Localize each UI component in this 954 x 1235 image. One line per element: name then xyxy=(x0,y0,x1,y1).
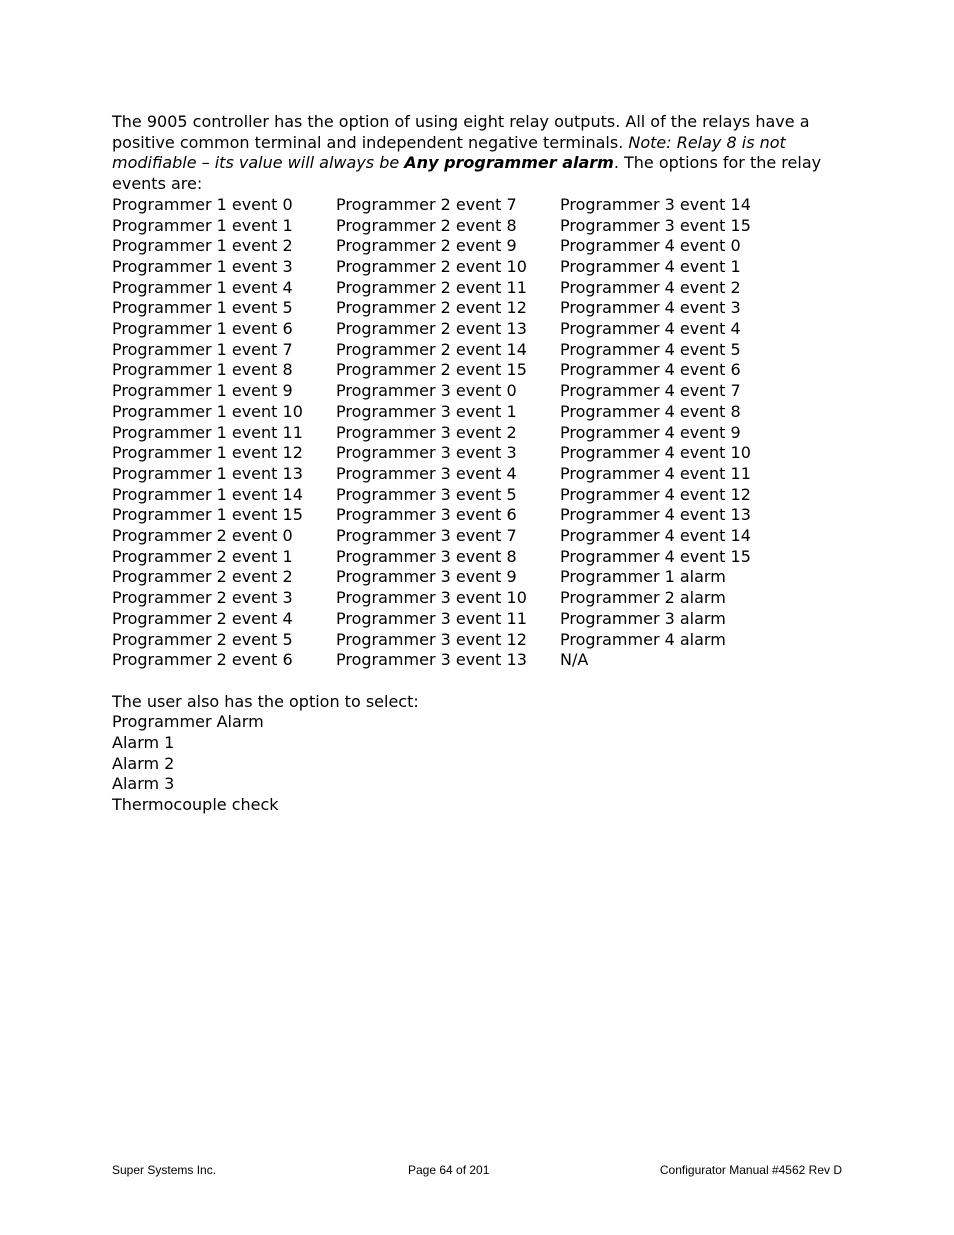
option-item: Programmer 1 event 15 xyxy=(112,505,303,525)
note-italic: Note: Relay 8 is not modifiable – its value will always be xyxy=(112,132,786,173)
option-item: Programmer 4 event 1 xyxy=(560,256,741,276)
option-item: Programmer 3 event 15 xyxy=(560,215,751,235)
option-item: Programmer 1 event 2 xyxy=(112,236,293,256)
options-column-2 xyxy=(336,195,560,671)
option-item: Programmer 2 event 6 xyxy=(112,650,293,670)
option-item: Programmer 4 event 14 xyxy=(560,526,751,546)
option-item: Programmer 4 event 12 xyxy=(560,484,751,504)
option-item: Programmer 1 event 10 xyxy=(112,401,303,421)
option-item: Programmer 2 event 5 xyxy=(112,629,293,649)
options-column-1 xyxy=(112,195,336,671)
option-item: Programmer 2 event 4 xyxy=(112,608,293,628)
option-item: Programmer 2 event 10 xyxy=(336,256,527,276)
option-item: Programmer 3 event 3 xyxy=(336,443,517,463)
option-item: Programmer 4 alarm xyxy=(560,629,726,649)
extra-intro: The user also has the option to select: xyxy=(112,691,419,711)
option-item: Programmer 2 event 13 xyxy=(336,319,527,339)
option-item: Programmer 3 event 1 xyxy=(336,401,517,421)
option-item: Programmer 3 event 2 xyxy=(336,422,517,442)
option-item: Programmer 3 event 13 xyxy=(336,650,527,670)
option-item: Programmer 1 event 13 xyxy=(112,463,303,483)
option-item: Programmer 3 event 7 xyxy=(336,526,517,546)
option-item: Programmer 2 event 9 xyxy=(336,236,517,256)
option-item: Programmer 1 event 12 xyxy=(112,443,303,463)
option-item: Programmer 1 event 9 xyxy=(112,381,293,401)
footer-company: Super Systems Inc. xyxy=(112,1163,217,1177)
option-item: Programmer 2 event 12 xyxy=(336,298,527,318)
option-item: Programmer 4 event 3 xyxy=(560,298,741,318)
option-item: Programmer 4 event 9 xyxy=(560,422,741,442)
option-item: Programmer 3 event 12 xyxy=(336,629,527,649)
extra-option-item: Alarm 3 xyxy=(112,774,175,794)
option-item: Programmer 4 event 10 xyxy=(560,443,751,463)
option-item: Programmer 2 event 14 xyxy=(336,339,527,359)
option-item: Programmer 3 event 11 xyxy=(336,608,527,628)
option-item: Programmer 2 event 3 xyxy=(112,588,293,608)
intro-text-1: The 9005 controller has the option of using eight relay outputs. All of the relays have a positive common terminal and independent negative terminals. xyxy=(112,112,810,152)
extra-option-item: Alarm 2 xyxy=(112,753,175,773)
option-item: Programmer 3 alarm xyxy=(560,608,726,628)
option-item: Programmer 2 alarm xyxy=(560,588,726,608)
option-item: N/A xyxy=(560,650,589,670)
option-item: Programmer 3 event 14 xyxy=(560,194,751,214)
footer-page-number: Page 64 of 201 xyxy=(408,1163,490,1177)
option-item: Programmer 3 event 8 xyxy=(336,546,517,566)
option-item: Programmer 1 alarm xyxy=(560,567,726,587)
option-item: Programmer 1 event 6 xyxy=(112,319,293,339)
option-item: Programmer 4 event 13 xyxy=(560,505,751,525)
option-item: Programmer 1 event 4 xyxy=(112,277,293,297)
extra-list xyxy=(112,712,852,816)
option-item: Programmer 1 event 1 xyxy=(112,215,293,235)
option-item: Programmer 3 event 10 xyxy=(336,588,527,608)
footer-manual-id: Configurator Manual #4562 Rev D xyxy=(659,1163,842,1177)
option-item: Programmer 3 event 0 xyxy=(336,381,517,401)
option-item: Programmer 2 event 7 xyxy=(336,194,517,214)
option-item: Programmer 2 event 2 xyxy=(112,567,293,587)
option-item: Programmer 2 event 8 xyxy=(336,215,517,235)
option-item: Programmer 2 event 0 xyxy=(112,526,293,546)
option-item: Programmer 2 event 1 xyxy=(112,546,293,566)
option-item: Programmer 4 event 15 xyxy=(560,546,751,566)
option-item: Programmer 1 event 0 xyxy=(112,194,293,214)
extra-options xyxy=(112,692,852,816)
option-item: Programmer 3 event 4 xyxy=(336,463,517,483)
option-item: Programmer 4 event 8 xyxy=(560,401,741,421)
note-bold: Any programmer alarm xyxy=(404,153,614,173)
option-item: Programmer 1 event 8 xyxy=(112,360,293,380)
option-item: Programmer 1 event 5 xyxy=(112,298,293,318)
extra-option-item: Thermocouple check xyxy=(112,795,279,815)
relay-options-table xyxy=(112,195,852,671)
option-item: Programmer 3 event 6 xyxy=(336,505,517,525)
option-item: Programmer 4 event 11 xyxy=(560,463,751,483)
option-item: Programmer 1 event 11 xyxy=(112,422,303,442)
option-item: Programmer 4 event 7 xyxy=(560,381,741,401)
option-item: Programmer 1 event 7 xyxy=(112,339,293,359)
option-item: Programmer 4 event 5 xyxy=(560,339,741,359)
option-item: Programmer 4 event 4 xyxy=(560,319,741,339)
extra-option-item: Alarm 1 xyxy=(112,733,175,753)
intro-text-2: . The options for the relay events are: xyxy=(112,153,822,194)
intro-paragraph xyxy=(112,112,852,195)
option-item: Programmer 3 event 9 xyxy=(336,567,517,587)
intro-text xyxy=(112,112,852,195)
option-item: Programmer 4 event 2 xyxy=(560,277,741,297)
option-item: Programmer 3 event 5 xyxy=(336,484,517,504)
option-item: Programmer 4 event 6 xyxy=(560,360,741,380)
page-body xyxy=(112,112,852,816)
option-item: Programmer 1 event 14 xyxy=(112,484,303,504)
extra-option-item: Programmer Alarm xyxy=(112,712,264,732)
option-item: Programmer 1 event 3 xyxy=(112,256,293,276)
option-item: Programmer 2 event 15 xyxy=(336,360,527,380)
options-column-3 xyxy=(560,195,810,671)
option-item: Programmer 2 event 11 xyxy=(336,277,527,297)
option-item: Programmer 4 event 0 xyxy=(560,236,741,256)
